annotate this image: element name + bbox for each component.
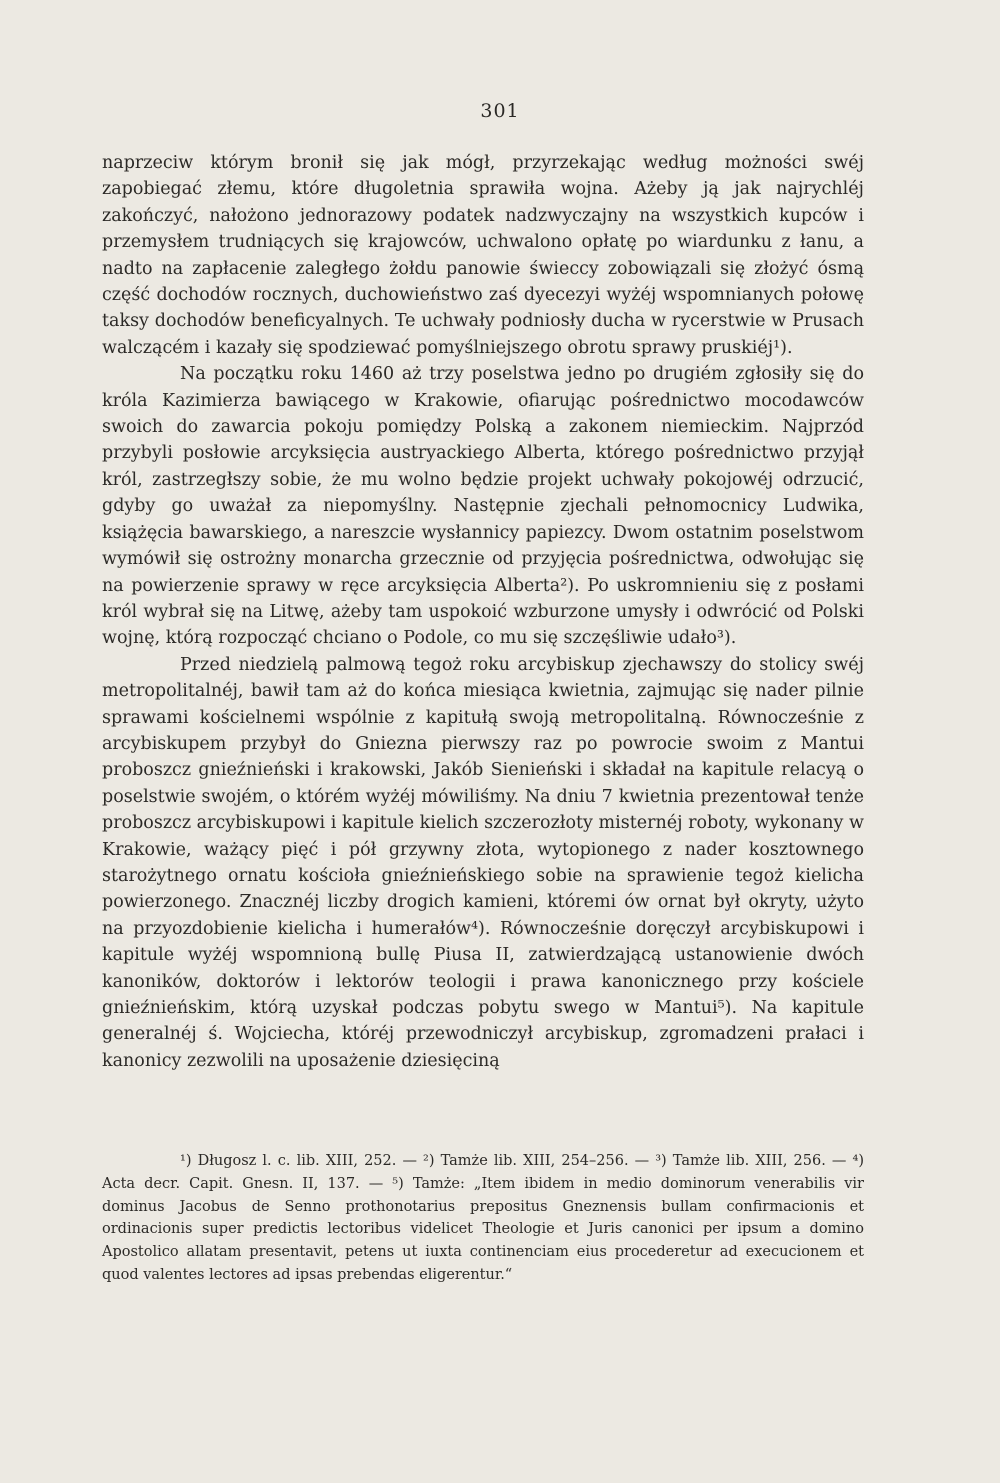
paragraph-3: Przed niedzielą palmową tegoż roku arcybiskup zjechawszy do stolicy swéj metropolitalnéj, bawił tam aż do końca miesiąca kwietnia, zajmując się nader pilnie sprawami kościelnemi wspólnie z kapitułą swoją metropolitalną. Równocześnie z arcybiskupem przybył do Gniezna pierwszy raz po powrocie swoim z Mantui proboszcz gnieźnieński i krakowski, Jakób Sienieński i składał na kapitule relacyą o poselstwie swojém, o którém wyżéj mówiliśmy. Na dniu 7 kwietnia prezentował tenże proboszcz arcybiskupowi i kapitule kielich szczerozłoty misternéj roboty, wykonany w Krakowie, ważący pięć i pół grzywny złota, wytopionego z nader kosztownego starożytnego ornatu kościoła gnieźnieńskiego sobie na sprawienie tegoż kielicha powierzonego. Znacznéj liczby drogich kamieni, któremi ów ornat był okryty, użyto na przyozdobienie kielicha i humerałów⁴). Równocześnie doręczył arcybiskupowi i kapitule wyżéj wspomnioną bullę Piusa II, zatwierdzającą ustanowienie dwóch kanoników, doktorów i lektorów teologii i prawa kanonicznego przy kościele gnieźnieńskim, którą uzyskał podczas pobytu swego w Mantui⁵). Na kapitule generalnéj ś. Wojciecha, któréj przewodniczył arcybiskup, zgromadzeni prałaci i kanonicy zezwolili na uposażenie dziesięciną: [102, 654, 864, 1071]
paragraph-2: Na początku roku 1460 aż trzy poselstwa jedno po drugiém zgłosiły się do króla Kazimierza bawiącego w Krakowie, ofiarując pośrednictwo mocodawców swoich do zawarcia pokoju pomiędzy Polską a zakonem niemieckim. Najprzód przybyli posłowie arcyksięcia austryackiego Alberta, którego pośrednictwo przyjął król, zastrzegłszy sobie, że mu wolno będzie projekt uchwały pokojowéj odrzucić, gdyby go uważał za niepomyślny. Następnie zjechali pełnomocnicy Ludwika, książęcia bawarskiego, a nareszcie wysłannicy papiezcy. Dwom ostatnim poselstwom wymówił się ostrożny monarcha grzecznie od przyjęcia pośrednictwa, odwołując się na powierzenie sprawy w ręce arcyksięcia Alberta²). Po uskromnieniu się z posłami król wybrał się na Litwę, ażeby tam uspokoić wzburzone umysły i odwrócić od Polski wojnę, którą rozpocząć chciano o Podole, co mu się szczęśliwie udało³).: [102, 364, 864, 649]
paragraph-1: naprzeciw którym bronił się jak mógł, przyrzekając według możności swéj zapobiegać złemu, które długoletnia sprawiła wojna. Ażeby ją jak najrychléj zakończyć, nałożono jednorazowy podatek nadzwyczajny na wszystkich kupców i przemysłem trudniących się krajowców, uchwalono opłatę po wiardunku z łanu, a nadto na zapłacenie zaległego żołdu panowie świeccy zobowiązali się złożyć ósmą część dochodów rocznych, duchowieństwo zaś dyecezyi wyżéj wspomnianych połowę taksy dochodów beneficyalnych. Te uchwały podniosły ducha w rycerstwie w Prusach walczącém i kazały się spodziewać pomyślniejszego obrotu sprawy pruskiéj¹).: [102, 153, 864, 358]
footnote-text: ¹) Długosz l. c. lib. XIII, 252. — ²) Tamże lib. XIII, 254–256. — ³) Tamże lib. XIII, 256. — ⁴) Acta decr. Capit. Gnesn. II, 137. — ⁵) Tamże: „Item ibidem in medio dominorum venerabilis vir dominus Jacobus de Senno prothonotarius prepositus Gneznensis bullam confirmacionis et ordinacionis super predictis lectoribus videlicet Theologie et Juris canonici per ipsum a domino Apostolico allatam presentavit, petens ut iuxta continenciam eius procederetur ad execucionem et quod valentes lectores ad ipsas prebendas eligerentur.“: [102, 1153, 864, 1283]
page-number: 301: [480, 100, 520, 122]
body-text: [102, 150, 864, 1074]
footnotes: [102, 1150, 864, 1287]
